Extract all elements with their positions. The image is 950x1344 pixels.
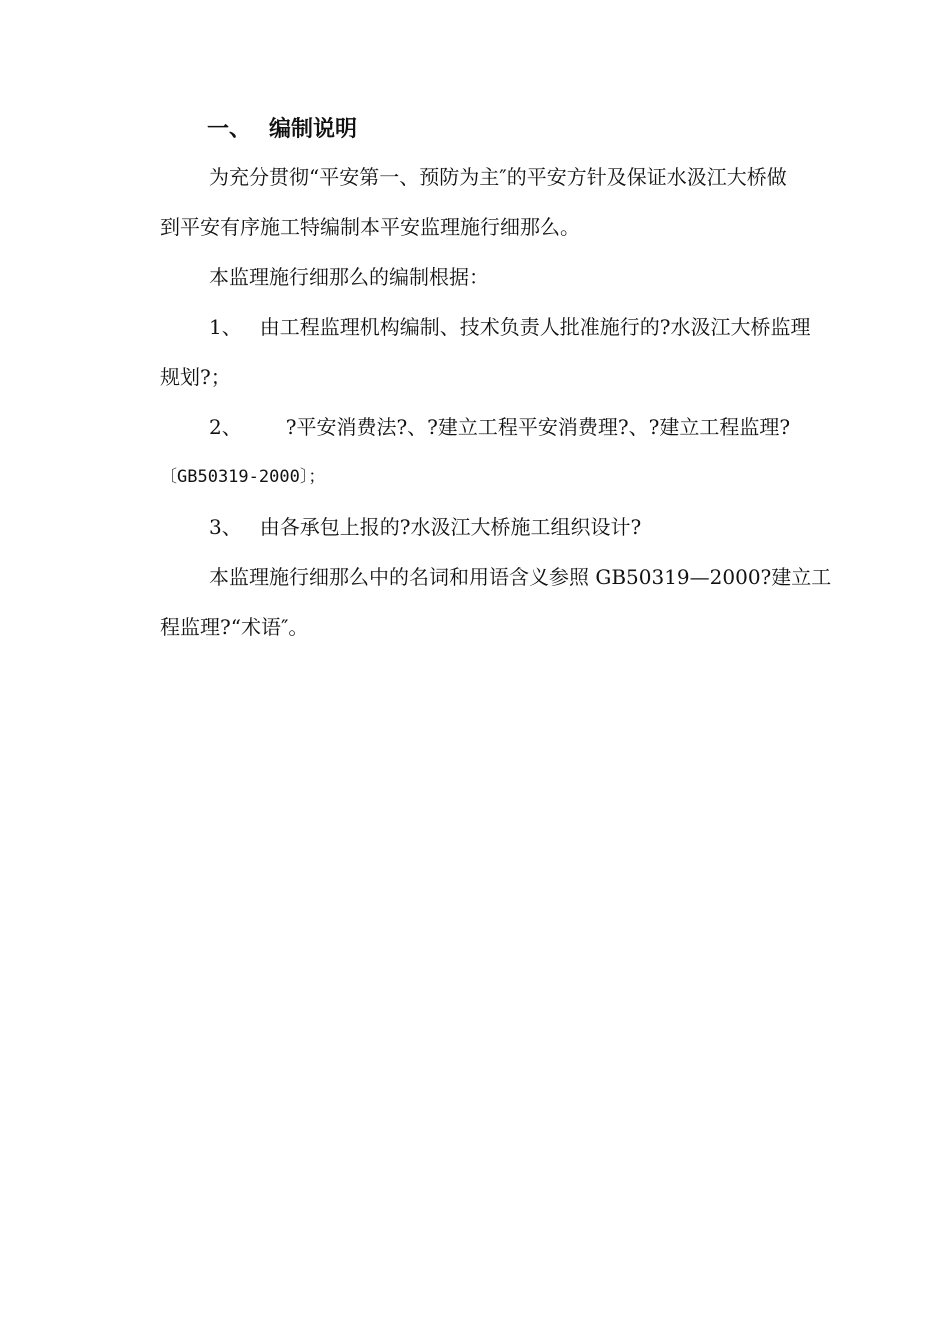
list-item-3-number: 3、 [209, 515, 242, 539]
list-item-2-number: 2、 [209, 415, 242, 439]
basis-heading: 本监理施行细那么的编制根据： [209, 265, 489, 289]
intro-paragraph-line-1: 为充分贯彻“平安第一、预防为主″的平安方针及保证水汲江大桥做 [209, 165, 787, 189]
section-title: 编制说明 [269, 117, 358, 142]
list-item-1-text: 由工程监理机构编制、技术负责人批准施行的?水汲江大桥监理 [259, 315, 811, 339]
list-item-2-text: ?平安消费法?、?建立工程平安消费理?、?建立工程监理? [285, 415, 791, 439]
section-number: 一、 [207, 117, 252, 142]
list-item-1-line-2: 规划?； [160, 365, 231, 389]
terms-paragraph-line-2: 程监理?“术语″。 [160, 615, 309, 639]
terms-paragraph-line-1: 本监理施行细那么中的名词和用语含义参照 GB50319—2000?建立工 [209, 565, 832, 589]
list-item-3-line-1 [209, 513, 641, 541]
list-item-1-line-1 [209, 313, 810, 341]
list-item-1-number: 1、 [209, 315, 242, 339]
list-item-3-text: 由各承包上报的?水汲江大桥施工组织设计? [259, 515, 642, 539]
list-item-2-line-2: 〔GB50319-2000〕； [160, 467, 326, 487]
list-item-2-line-1 [209, 413, 790, 441]
intro-paragraph-line-2: 到平安有序施工特编制本平安监理施行细那么。 [160, 215, 580, 239]
section-heading [207, 112, 357, 143]
